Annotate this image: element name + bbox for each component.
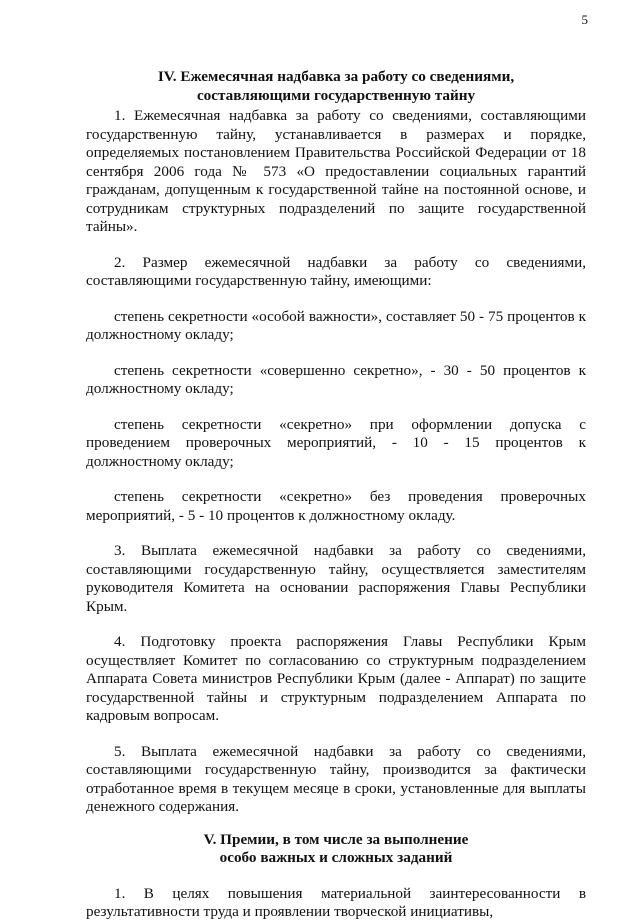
section-5-heading — [86, 831, 586, 868]
secrecy-level-secret-with-checks: степень секретности «секретно» при оформлении допуска с проведением проверочных мероприятий, - 10 - 15 процентов к должностному окладу; — [86, 415, 586, 470]
section-5-heading-line-2: особо важных и сложных заданий — [219, 849, 453, 866]
page-number: 5 — [581, 12, 588, 27]
section-4-paragraph-4: 4. Подготовку проекта распоряжения Главы Республики Крым осуществляет Комитет по согласованию со структурным подразделением Аппарата Совета министров Республики Крым (далее - Аппарат) по защите государственной тайны и структурным подразделением Аппарата по кадровым вопросам. — [86, 633, 586, 724]
section-5-paragraph-1: 1. В целях повышения материальной заинтересованности в результативности труда и проявлении творческой инициативы, — [86, 884, 586, 920]
section-4-heading-line-2: составляющими государственную тайну — [196, 86, 476, 104]
section-4-paragraph-3: 3. Выплата ежемесячной надбавки за работу со сведениями, составляющими государственную тайну, осуществляется заместителям руководителя Комитета на основании распоряжения Главы Республики Крым. — [86, 542, 586, 615]
section-5-heading-line-1: V. Премии, в том числе за выполнение — [203, 830, 469, 848]
section-4-heading-line-1: IV. Ежемесячная надбавка за работу со сведениями, — [157, 68, 515, 85]
section-4-heading — [86, 68, 586, 105]
section-4-paragraph-2: 2. Размер ежемесячной надбавки за работу со сведениями, составляющими государственную тайну, имеющими: — [86, 253, 586, 289]
section-4-paragraph-5: 5. Выплата ежемесячной надбавки за работу со сведениями, составляющими государственную тайну, производится за фактически отработанное время в текущем месяце в сроки, установленные для выплаты денежного содержания. — [86, 742, 586, 815]
secrecy-level-top-secret: степень секретности «совершенно секретно», - 30 - 50 процентов к должностному окладу; — [86, 361, 586, 397]
secrecy-level-special-importance: степень секретности «особой важности», составляет 50 - 75 процентов к должностному окладу; — [86, 307, 586, 343]
document-body — [86, 68, 586, 922]
secrecy-level-secret-without-checks: степень секретности «секретно» без проведения проверочных мероприятий, - 5 - 10 процентов к должностному окладу. — [86, 488, 586, 524]
section-4-paragraph-1: 1. Ежемесячная надбавка за работу со сведениями, составляющими государственную тайну, устанавливается в размерах и порядке, определяемых постановлением Правительства Российской Федерации от 18 сентября 2006 года № 573 «О предоставлении социальных гарантий гражданам, допущенным к государственной тайне на постоянной основе, и сотрудникам структурных подразделений по защите государственной тайны». — [86, 107, 586, 235]
